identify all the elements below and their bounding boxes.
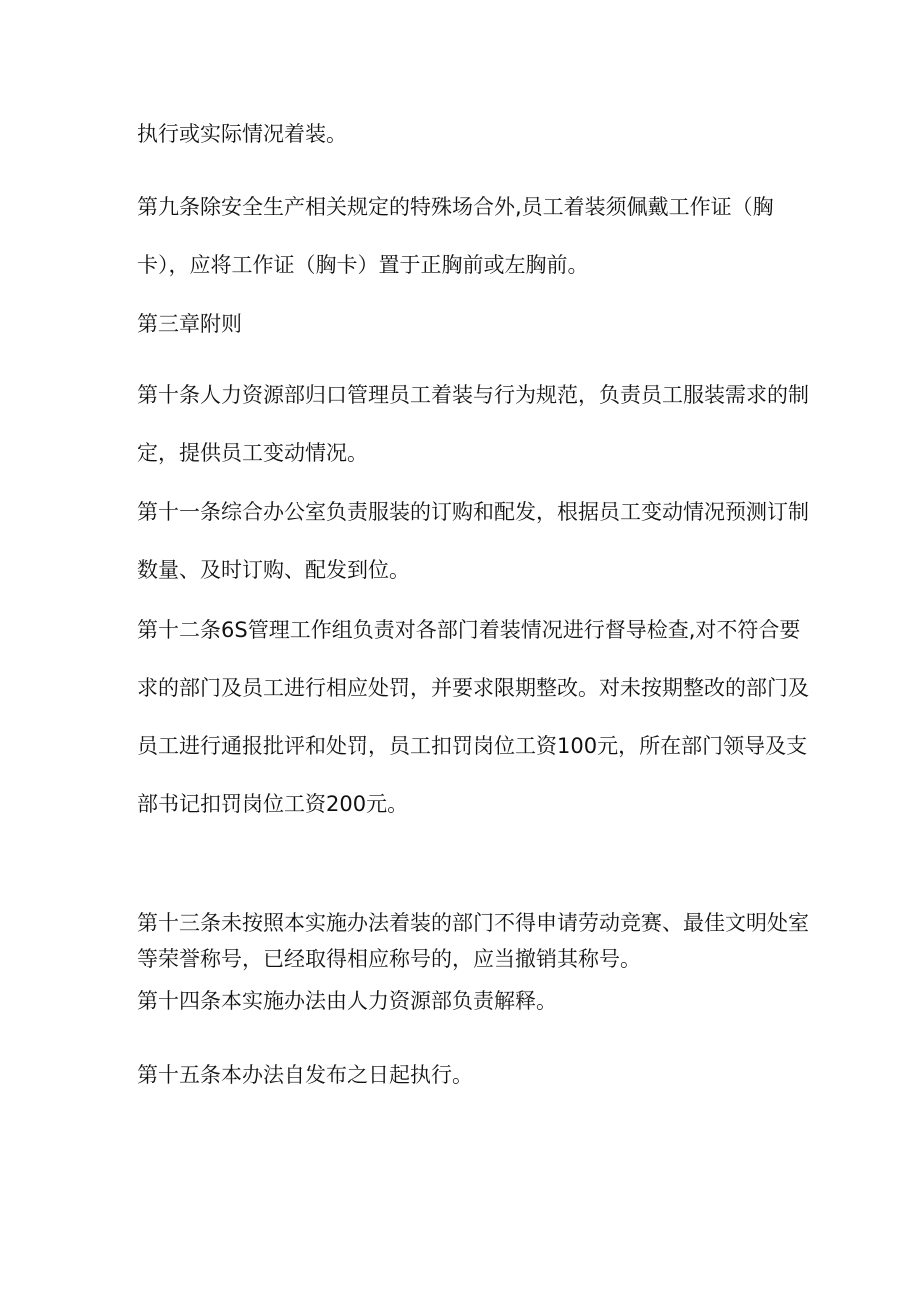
text-line: 卡），应将工作证（胸卡）置于正胸前或左胸前。 bbox=[137, 253, 589, 277]
text-line: 第十四条本实施办法由人力资源部负责解释。 bbox=[137, 989, 557, 1013]
paragraph-article-10 bbox=[137, 366, 809, 482]
text-line: 数量、及时订购、配发到位。 bbox=[137, 558, 410, 582]
text-line: 执行或实际情况着装。 bbox=[137, 122, 347, 146]
paragraph-article-12 bbox=[137, 601, 809, 833]
paragraph-article-13 bbox=[137, 905, 809, 977]
paragraph-article-14 bbox=[137, 972, 797, 1030]
text-line: 第三章附则 bbox=[137, 312, 242, 336]
paragraph-article-11 bbox=[137, 483, 809, 599]
text-line: 员工进行通报批评和处罚，员工扣罚岗位工资100元，所在部门领导及支 bbox=[137, 734, 808, 758]
text-line: 第十三条未按照本实施办法着装的部门不得申请劳动竞赛、最佳文明处室 bbox=[137, 911, 809, 935]
paragraph-article-15 bbox=[137, 1046, 797, 1104]
text-line: 部书记扣罚岗位工资200元。 bbox=[137, 792, 409, 816]
text-line: 定，提供员工变动情况。 bbox=[137, 441, 368, 465]
text-line: 求的部门及员工进行相应处罚，并要求限期整改。对未按期整改的部门及 bbox=[137, 676, 809, 700]
text-line: 第十一条综合办公室负责服装的订购和配发，根据员工变动情况预测订制 bbox=[137, 500, 809, 524]
paragraph-article-9 bbox=[137, 178, 797, 294]
text-line: 第十二条6S管理工作组负责对各部门着装情况进行督导检查,对不符合要 bbox=[137, 618, 801, 642]
paragraph-continuation bbox=[137, 105, 797, 163]
text-line: 第十条人力资源部归口管理员工着装与行为规范，负责员工服装需求的制 bbox=[137, 383, 809, 407]
text-line: 第十五条本办法自发布之日起执行。 bbox=[137, 1063, 473, 1087]
text-line: 第九条除安全生产相关规定的特殊场合外,员工着装须佩戴工作证（胸 bbox=[137, 195, 774, 219]
text-line: 等荣誉称号，已经取得相应称号的，应当撤销其称号。 bbox=[137, 947, 641, 971]
chapter-heading bbox=[137, 295, 797, 353]
